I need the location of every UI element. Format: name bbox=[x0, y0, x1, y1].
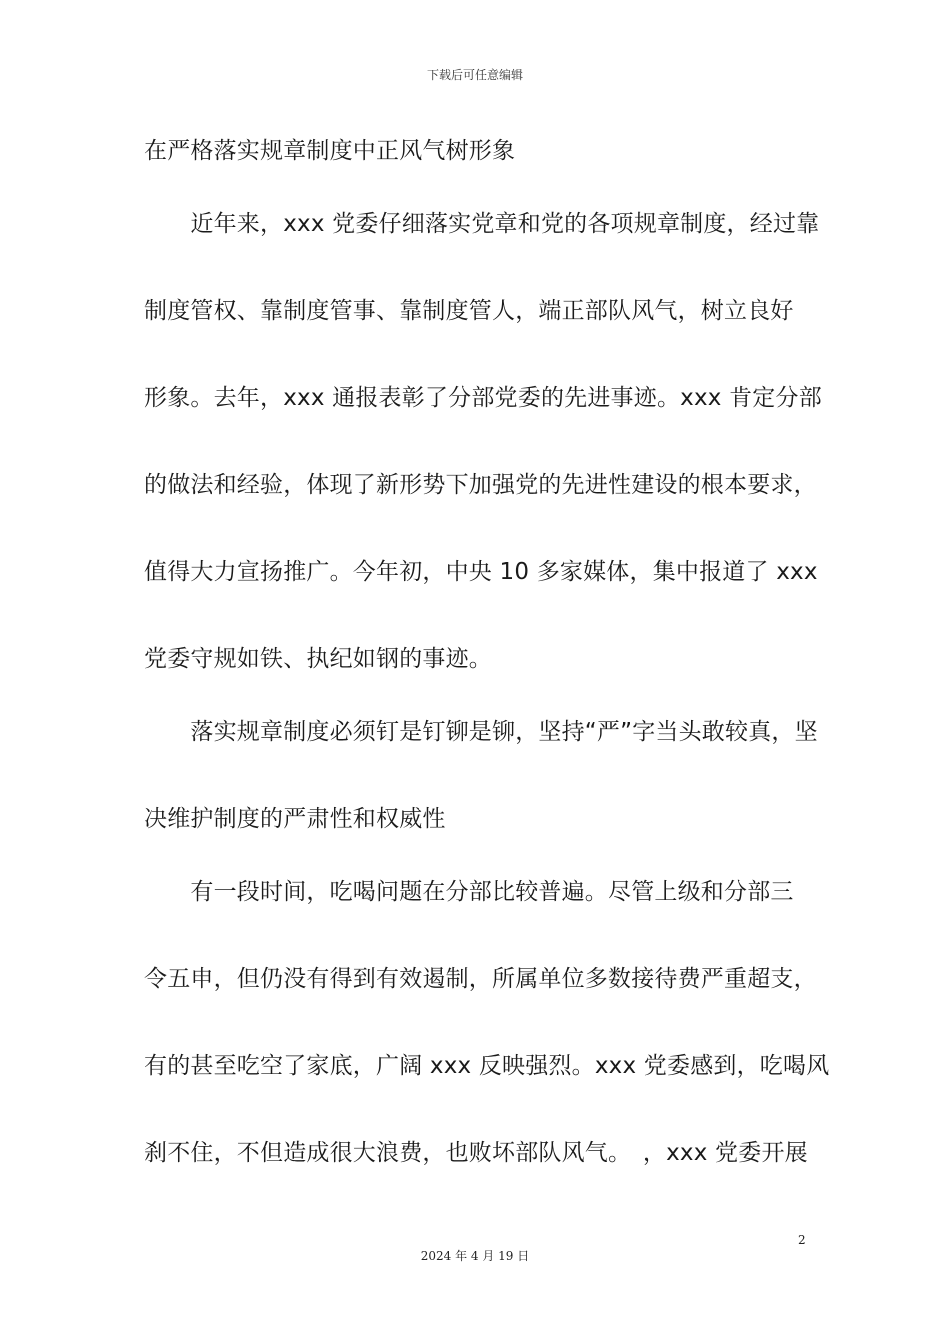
text-line: 的做法和经验，体现了新形势下加强党的先进性建设的根本要求， bbox=[144, 472, 817, 498]
text-line: 有一段时间，吃喝问题在分部比较普遍。尽管上级和分部三 bbox=[144, 879, 794, 905]
text-line: 近年来，xxx 党委仔细落实党章和党的各项规章制度，经过靠 bbox=[144, 211, 820, 237]
text-line: 刹不住，不但造成很大浪费，也败坏部队风气。 ，xxx 党委开展 bbox=[144, 1140, 808, 1166]
text-line: 值得大力宣扬推广。今年初，中央 10 多家媒体，集中报道了 xxx bbox=[144, 559, 818, 585]
text-line: 党委守规如铁、执纪如钢的事迹。 bbox=[144, 646, 492, 672]
text-line: 有的甚至吃空了家底，广阔 xxx 反映强烈。xxx 党委感到，吃喝风 bbox=[144, 1053, 830, 1079]
text-line: 决维护制度的严肃性和权威性 bbox=[144, 806, 446, 832]
text-line: 落实规章制度必须钉是钉铆是铆，坚持“严”字当头敢较真，坚 bbox=[144, 719, 818, 745]
footer-date: 2024 年 4 月 19 日 bbox=[420, 1249, 530, 1263]
text-line: 形象。去年，xxx 通报表彰了分部党委的先进事迹。xxx 肯定分部 bbox=[144, 385, 822, 411]
text-line: 令五申，但仍没有得到有效遏制，所属单位多数接待费严重超支， bbox=[144, 966, 817, 992]
document-title: 在严格落实规章制度中正风气树形象 bbox=[144, 138, 516, 164]
page-number: 2 bbox=[798, 1233, 806, 1247]
page-header: 下载后可任意编辑 bbox=[426, 68, 523, 82]
text-line: 制度管权、靠制度管事、靠制度管人，端正部队风气，树立良好 bbox=[144, 298, 794, 324]
